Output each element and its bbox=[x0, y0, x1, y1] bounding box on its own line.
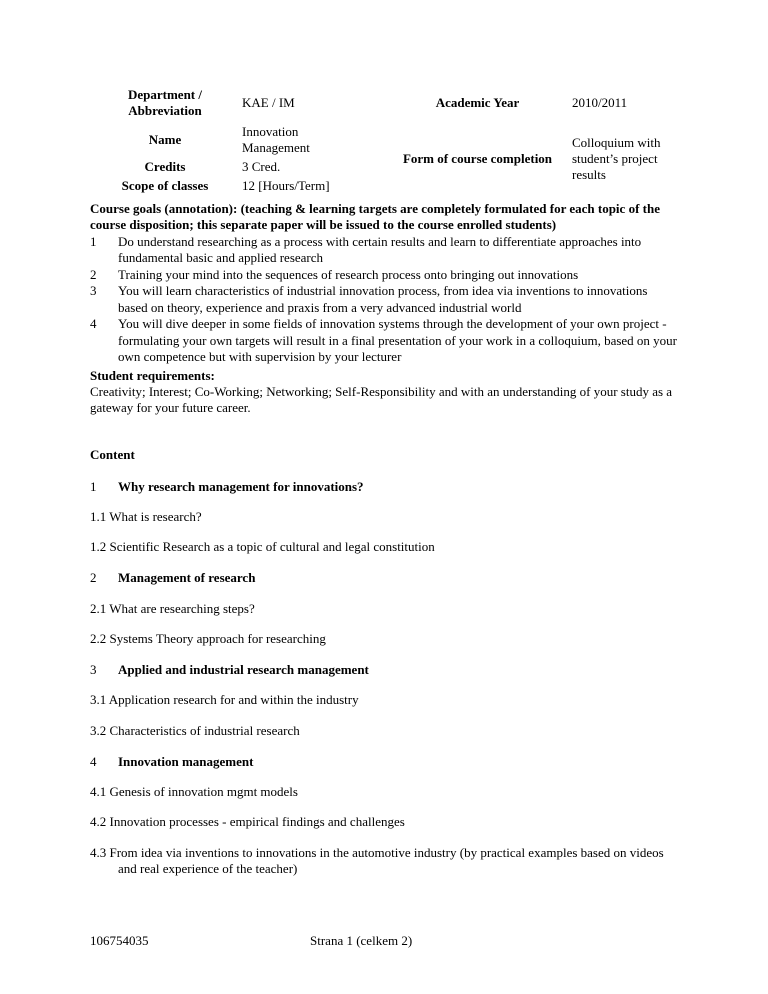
completion-value: Colloquium with student’s project results bbox=[572, 134, 661, 183]
section-number: 2 bbox=[90, 570, 97, 586]
section-title: Applied and industrial research management bbox=[118, 662, 369, 677]
section-number: 4 bbox=[90, 753, 97, 769]
subsection-line: 3.2 Characteristics of industrial research bbox=[90, 722, 300, 738]
goal-number: 2 bbox=[90, 266, 97, 282]
goal-item bbox=[90, 283, 678, 316]
section-title: Innovation management bbox=[118, 753, 254, 769]
document-number: 106754035 bbox=[90, 933, 149, 948]
subsection-line: 2.2 Systems Theory approach for researching bbox=[90, 630, 326, 646]
goal-number: 4 bbox=[90, 316, 97, 331]
name-value-text: Innovation Management bbox=[242, 123, 310, 155]
course-goals-heading: Course goals (annotation): (teaching & learning targets are completely formulated for each topic of the course disposition; this separate paper will be issued to the course enrolled students) bbox=[90, 201, 660, 233]
scope-label: Scope of classes bbox=[121, 178, 209, 194]
goal-text: Training your mind into the sequences of research process onto bringing out innovations bbox=[118, 266, 579, 282]
goal-number: 1 bbox=[90, 233, 97, 249]
completion-label: Form of course completion bbox=[402, 150, 553, 166]
page-footer bbox=[90, 933, 678, 949]
section-heading bbox=[90, 479, 678, 495]
credits-label: Credits bbox=[144, 159, 186, 175]
subsection-line: 3.1 Application research for and within the industry bbox=[90, 692, 359, 708]
academic-year-label: Academic Year bbox=[435, 94, 520, 110]
subsection-line: 1.2 Scientific Research as a topic of cultural and legal constitution bbox=[90, 539, 435, 554]
name-label: Name bbox=[148, 131, 182, 147]
section-number: 1 bbox=[90, 478, 97, 494]
academic-year-value: 2010/2011 bbox=[572, 94, 628, 110]
section-heading bbox=[90, 754, 678, 770]
goal-text: Do understand researching as a process with certain results and learn to differentiate approaches into fundamental basic and applied research bbox=[118, 233, 642, 265]
subsection-line: 2.1 What are researching steps? bbox=[90, 600, 255, 616]
department-label: Department / Abbreviation bbox=[127, 86, 202, 118]
name-value bbox=[240, 122, 385, 158]
student-requirements-heading: Student requirements: bbox=[90, 367, 215, 383]
subsection-line: 4.3 From idea via inventions to innovations in the automotive industry (by practical examples based on videos and real experience of the teacher) bbox=[90, 844, 664, 876]
section-title: Why research management for innovations? bbox=[118, 478, 364, 494]
goal-item bbox=[90, 234, 678, 267]
scope-value: 12 [Hours/Term] bbox=[242, 178, 330, 194]
goal-item bbox=[90, 267, 678, 284]
department-value: KAE / IM bbox=[242, 94, 295, 110]
student-requirements-text: Creativity; Interest; Co-Working; Networking; Self-Responsibility and with an understanding of your study as a gateway for your future career. bbox=[90, 383, 673, 415]
section-heading bbox=[90, 570, 678, 586]
section-number: 3 bbox=[90, 662, 97, 677]
goal-text: You will learn characteristics of industrial innovation process, from idea via inventions to innovations based on theory, experience and praxis from a very advanced industrial world bbox=[118, 283, 648, 315]
credits-value: 3 Cred. bbox=[242, 159, 281, 175]
section-heading bbox=[90, 662, 678, 678]
goal-item bbox=[90, 316, 678, 366]
course-info-table bbox=[90, 84, 678, 196]
document-page bbox=[90, 84, 678, 891]
content-heading: Content bbox=[90, 447, 135, 463]
section-title: Management of research bbox=[118, 570, 256, 586]
goal-text: You will dive deeper in some fields of innovation systems through the development of your own project - formulating your own targets will result in a final presentation of your work in a colloquium, based on your own competence but with supervision by your lecturer bbox=[118, 316, 678, 364]
subsection-line: 1.1 What is research? bbox=[90, 508, 202, 524]
goal-number: 3 bbox=[90, 283, 97, 298]
subsection-line: 4.1 Genesis of innovation mgmt models bbox=[90, 784, 298, 799]
subsection-line: 4.2 Innovation processes - empirical findings and challenges bbox=[90, 814, 405, 830]
page-number: Strana 1 (celkem 2) bbox=[310, 933, 413, 948]
